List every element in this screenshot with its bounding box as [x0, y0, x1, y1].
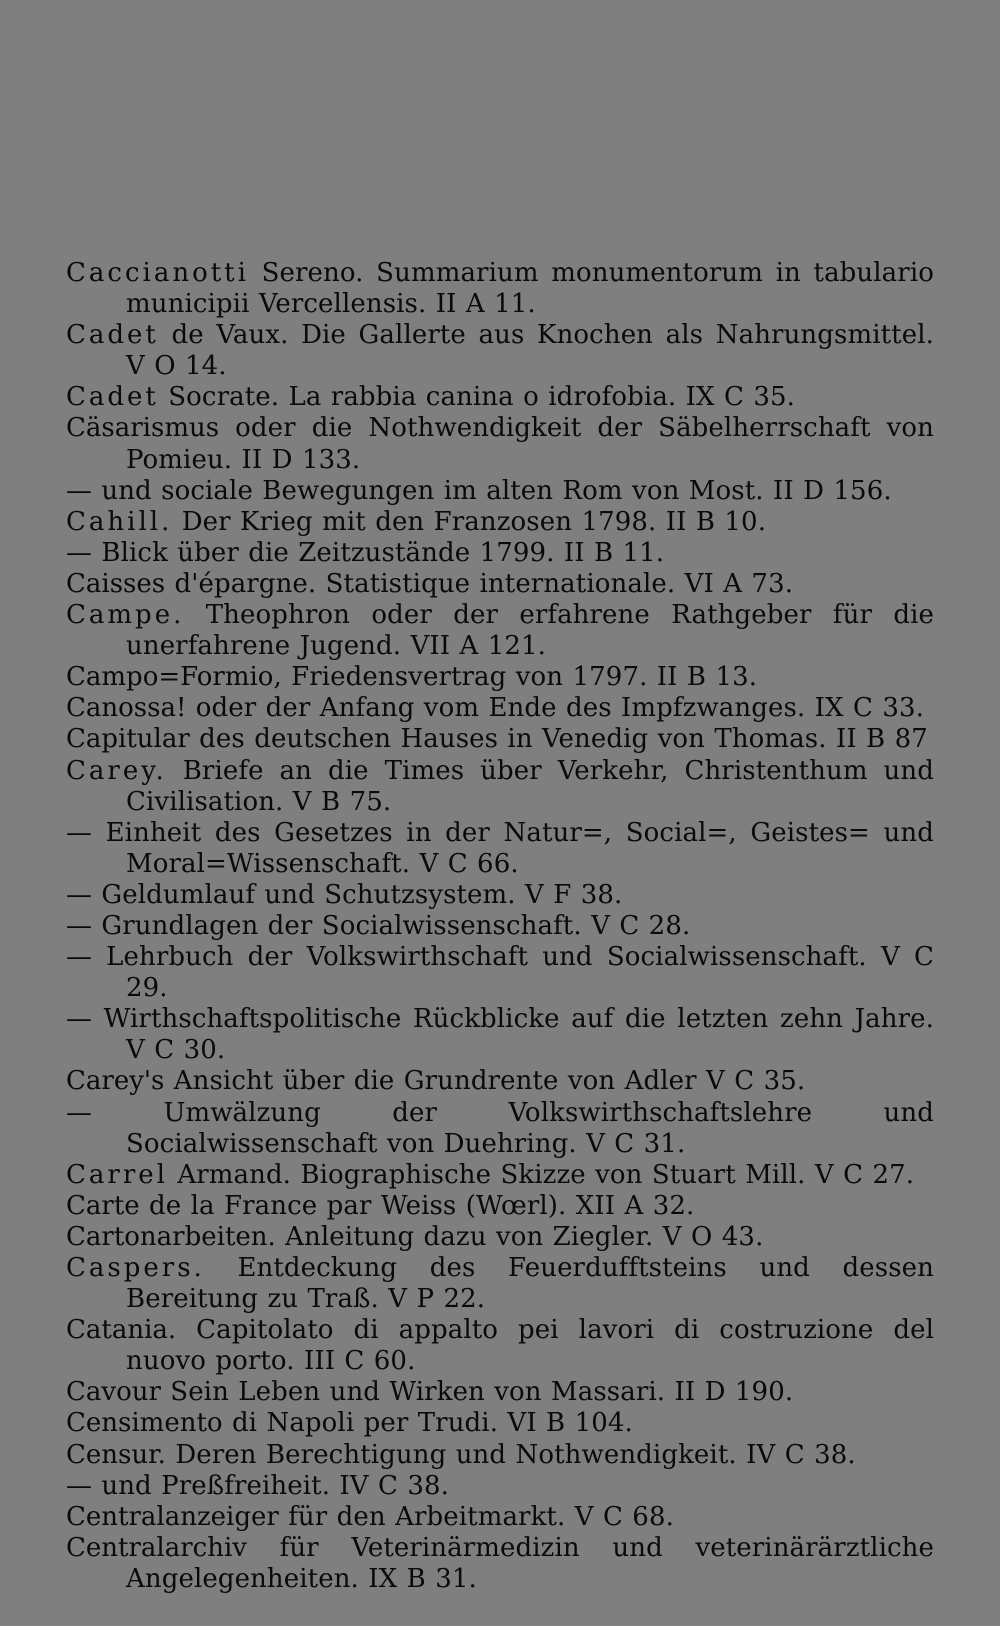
- index-entry: [66, 1222, 934, 1253]
- entry-text: Geldumlauf und Schutzsystem. V F 38.: [92, 879, 623, 910]
- entry-heading: Carte: [66, 1190, 140, 1221]
- index-entry: [66, 662, 934, 693]
- entry-text: und Preßfreiheit. IV C 38.: [92, 1470, 450, 1501]
- entry-text: Sereno. Summarium monumentorum in tabulario municipii Vercellensis. II A 11.: [126, 258, 934, 320]
- entry-heading: Caisses: [66, 568, 166, 599]
- entry-text: für Veterinärmedizin und veterinärärztliche Angelegenheiten. IX B 31.: [126, 1532, 934, 1594]
- index-page: [66, 258, 934, 1595]
- entry-heading: Cadet: [66, 320, 159, 351]
- entry-text: Einheit des Gesetzes in der Natur=, Social=, Geistes= und Moral=Wissenschaft. V C 66.: [92, 817, 934, 879]
- index-entry: [66, 1004, 934, 1066]
- entry-heading: Caspers.: [66, 1253, 205, 1283]
- index-entry: [66, 756, 934, 818]
- entry-text: Friedensvertrag von 1797. II B 13.: [281, 662, 758, 693]
- entry-text: Lehrbuch der Volkswirthschaft und Socialwissenschaft. V C 29.: [92, 942, 934, 1004]
- entry-text: Deren Berechtigung und Nothwendigkeit. IV C 38.: [165, 1439, 856, 1470]
- index-entry: [66, 724, 934, 755]
- entry-heading: Carrel: [66, 1159, 168, 1190]
- entry-heading: Censimento: [66, 1408, 223, 1439]
- entry-text: Socrate. La rabbia canina o idrofobia. IX C 35.: [158, 382, 795, 413]
- entry-text: Der Krieg mit den Franzosen 1798. II B 10.: [172, 506, 767, 537]
- index-entry: [66, 258, 934, 320]
- index-entry: [66, 1440, 934, 1471]
- index-entry: [66, 569, 934, 600]
- index-entry: [66, 942, 934, 1004]
- index-entry: [66, 1160, 934, 1191]
- entry-heading: Campo=Formio,: [66, 662, 282, 693]
- index-entry: [66, 1533, 934, 1595]
- entry-text: Ansicht über die Grundrente von Adler V C 35.: [164, 1066, 806, 1097]
- entry-dash: —: [66, 910, 92, 941]
- entry-text: Entdeckung des Feuerdufftsteins und dessen Bereitung zu Traß. V P 22.: [126, 1253, 934, 1315]
- entry-text: Theophron oder der erfahrene Rathgeber für die unerfahrene Jugend. VII A 121.: [126, 600, 934, 662]
- index-entry: [66, 507, 934, 538]
- index-entry: [66, 1408, 934, 1439]
- index-entry: [66, 600, 934, 662]
- index-entry: [66, 693, 934, 724]
- entry-text: für den Arbeitmarkt. V C 68.: [278, 1501, 674, 1532]
- entry-heading: Capitular: [66, 724, 190, 755]
- index-entry: [66, 1502, 934, 1533]
- entry-heading: Catania.: [66, 1315, 177, 1346]
- entry-heading: Centralanzeiger: [66, 1501, 279, 1532]
- index-entry: [66, 880, 934, 911]
- entry-text: des deutschen Hauses in Venedig von Thomas. II B 87: [189, 724, 928, 755]
- index-entry: [66, 818, 934, 880]
- entry-heading: Canossa!: [66, 693, 187, 724]
- entry-text: Blick über die Zeitzustände 1799. II B 11.: [92, 537, 665, 568]
- entry-heading: Cahill.: [66, 506, 173, 537]
- index-entry: [66, 538, 934, 569]
- entry-text: Grundlagen der Socialwissenschaft. V C 28.: [92, 910, 691, 941]
- entry-dash: —: [66, 475, 92, 506]
- index-entry: [66, 1315, 934, 1377]
- index-entry: [66, 1066, 934, 1097]
- entry-heading: Cavour: [66, 1377, 161, 1408]
- entry-heading: Caccianotti: [66, 258, 249, 288]
- entry-text: Wirthschaftspolitische Rückblicke auf die letzten zehn Jahre. V C 30.: [92, 1004, 934, 1066]
- index-entry: [66, 476, 934, 507]
- entry-dash: —: [66, 1004, 92, 1035]
- entry-text: de Vaux. Die Gallerte aus Knochen als Nahrungsmittel. V O 14.: [126, 320, 934, 382]
- entry-dash: —: [66, 817, 92, 848]
- entry-heading: Centralarchiv: [66, 1532, 247, 1563]
- entry-heading: Campe.: [66, 600, 185, 631]
- entry-text: und sociale Bewegungen im alten Rom von Most. II D 156.: [92, 475, 892, 506]
- index-entry: [66, 1377, 934, 1408]
- index-entry: [66, 911, 934, 942]
- entry-heading: Carey.: [66, 755, 167, 786]
- entry-text: Anleitung dazu von Ziegler. V O 43.: [275, 1221, 764, 1252]
- entry-dash: —: [66, 942, 92, 973]
- index-entry: [66, 1191, 934, 1222]
- entry-dash: —: [66, 1470, 92, 1501]
- entry-text: Armand. Biographische Skizze von Stuart Mill. V C 27.: [167, 1159, 915, 1190]
- entry-text: Umwälzung der Volkswirthschaftslehre und Socialwissenschaft von Duehring. V C 31.: [92, 1097, 934, 1159]
- entry-text: d'épargne. Statistique internationale. VI A 73.: [165, 568, 794, 599]
- entry-heading: Censur.: [66, 1439, 166, 1470]
- entry-text: Briefe an die Times über Verkehr, Christenthum und Civilisation. V B 75.: [126, 755, 934, 817]
- index-entry: [66, 413, 934, 475]
- index-entry: [66, 1471, 934, 1502]
- entry-text: Sein Leben und Wirken von Massari. II D 190.: [160, 1377, 794, 1408]
- entry-heading: Carey's: [66, 1066, 165, 1097]
- index-entry: [66, 320, 934, 382]
- entry-dash: —: [66, 1097, 92, 1128]
- entry-dash: —: [66, 537, 92, 568]
- entry-dash: —: [66, 879, 92, 910]
- entry-text: oder die Nothwendigkeit der Säbelherrschaft von Pomieu. II D 133.: [126, 413, 934, 475]
- entry-heading: Cadet: [66, 382, 159, 413]
- entry-text: Capitolato di appalto pei lavori di costruzione del nuovo porto. III C 60.: [126, 1315, 934, 1377]
- index-entry: [66, 1253, 934, 1315]
- entry-text: oder der Anfang vom Ende des Impfzwanges. IX C 33.: [186, 693, 924, 724]
- entry-text: de la France par Weiss (Wœrl). XII A 32.: [139, 1190, 695, 1221]
- entry-text: di Napoli per Trudi. VI B 104.: [222, 1408, 633, 1439]
- entry-heading: Cäsarismus: [66, 413, 220, 444]
- entry-heading: Cartonarbeiten.: [66, 1221, 276, 1252]
- index-entry: [66, 1098, 934, 1160]
- index-entry: [66, 382, 934, 413]
